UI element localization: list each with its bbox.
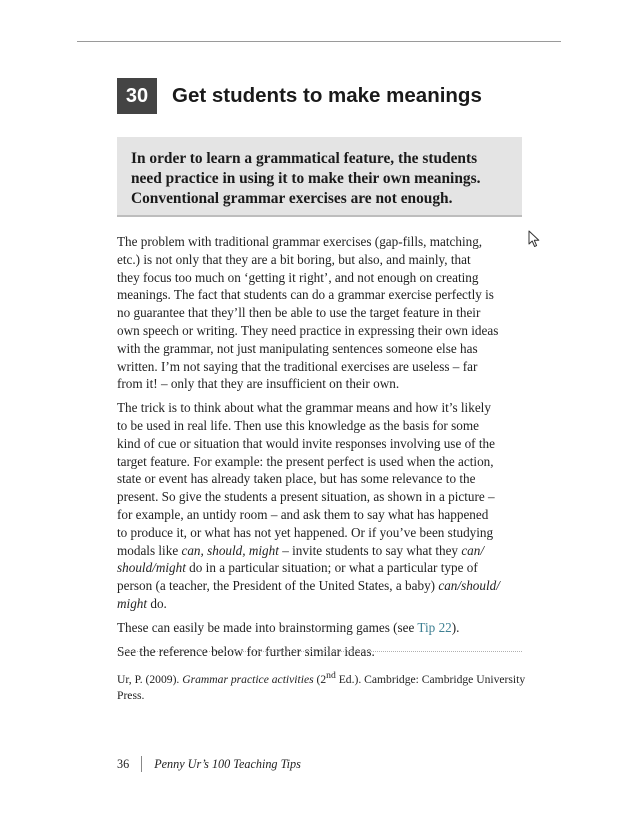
summary-box xyxy=(117,137,522,217)
italic-text: might xyxy=(117,595,148,611)
text-line xyxy=(117,559,527,577)
text-line: to be used in real life. Then use this knowledge as the basis for some xyxy=(117,417,479,433)
footer-separator xyxy=(141,756,142,772)
text-line: no guarantee that they’ll then be able to use the target feature in their xyxy=(117,305,481,321)
top-rule xyxy=(77,41,561,42)
text-run: These can easily be made into brainstorming games (see xyxy=(117,619,418,635)
text-line: they focus too much on ‘getting it right’, and not enough on creating xyxy=(117,269,479,285)
text-line: meanings. The fact that students can do a grammar exercise perfectly is xyxy=(117,287,494,303)
tip-header xyxy=(117,78,482,114)
text-line: The trick is to think about what the grammar means and how it’s likely xyxy=(117,400,491,416)
italic-text: should/might xyxy=(117,560,186,576)
text-line: for example, an untidy room – and ask them to say what has happened xyxy=(117,506,489,522)
reference-line xyxy=(117,668,526,688)
italic-text: can/should/ xyxy=(438,578,500,594)
reference-book-title: Grammar practice activities xyxy=(182,672,314,686)
text-run: do. xyxy=(147,595,167,611)
superscript: nd xyxy=(326,670,336,681)
text-run: (2 xyxy=(313,672,327,686)
text-line: from it! – only that they are insufficient on their own. xyxy=(117,376,400,392)
text-line xyxy=(117,619,527,637)
text-run: do in a particular situation; or what a particular type of xyxy=(185,560,478,576)
mouse-pointer-icon xyxy=(528,230,542,248)
reference-line: Press. xyxy=(117,688,145,702)
text-line: written. I’m not saying that the traditional exercises are useless – far xyxy=(117,358,478,374)
text-run: Ur, P. (2009). xyxy=(117,672,183,686)
summary-text xyxy=(131,149,512,209)
text-run: ). xyxy=(451,619,460,635)
text-line: to produce it, or what has not yet happened. Or if you’ve been studying xyxy=(117,524,494,540)
book-title: Penny Ur’s 100 Teaching Tips xyxy=(154,756,301,771)
text-line: See the reference below for further similar ideas. xyxy=(117,643,375,659)
italic-text: can/ xyxy=(461,542,485,558)
text-line: with the grammar, not just manipulating sentences someone else has xyxy=(117,340,478,356)
text-line xyxy=(117,577,527,595)
text-line: etc.) is not only that they are a bit boring, but also, and mainly, that xyxy=(117,251,471,267)
paragraph-3 xyxy=(117,619,527,637)
text-line: present. So give the students a present situation, as shown in a picture – xyxy=(117,489,495,505)
text-line: state or event has already taken place, but has some relevance to the xyxy=(117,471,476,487)
text-line: target feature. For example: the present perfect is used when the action, xyxy=(117,453,494,469)
body-text xyxy=(117,233,527,666)
italic-text: can, should, might xyxy=(181,542,279,558)
text-line xyxy=(117,595,527,613)
paragraph-1 xyxy=(117,233,527,393)
tip-number-badge: 30 xyxy=(117,78,157,114)
text-line xyxy=(117,542,527,560)
page-number: 36 xyxy=(117,756,130,771)
paragraph-2 xyxy=(117,399,527,613)
page-footer xyxy=(117,756,301,772)
summary-line: In order to learn a grammatical feature, the students xyxy=(131,150,478,167)
text-run: modals like xyxy=(117,542,182,558)
tip-title: Get students to make meanings xyxy=(172,84,482,107)
text-line: kind of cue or situation that would invite responses involving use of the xyxy=(117,435,495,451)
tip-22-link[interactable]: Tip 22 xyxy=(417,619,452,635)
text-run: Ed.). Cambridge: Cambridge University xyxy=(335,672,526,686)
text-line: own speech or writing. They need practice in expressing their own ideas xyxy=(117,322,499,338)
summary-line: Conventional grammar exercises are not enough. xyxy=(131,190,453,207)
reference-divider xyxy=(117,651,522,652)
text-line: The problem with traditional grammar exercises (gap-fills, matching, xyxy=(117,234,483,249)
reference xyxy=(117,668,526,704)
text-run: person (a teacher, the President of the United States, a baby) xyxy=(117,578,439,594)
text-run: – invite students to say what they xyxy=(278,542,462,558)
summary-line: need practice in using it to make their own meanings. xyxy=(131,170,481,187)
